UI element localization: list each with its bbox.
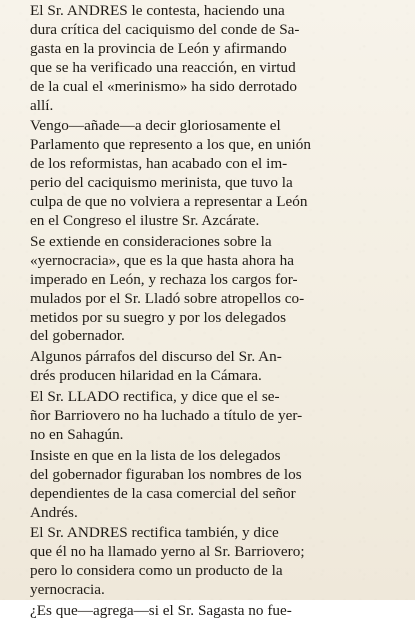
paragraph-7-line-3: pero lo considera como un producto de la: [30, 562, 283, 580]
paragraph-7-line-1: El Sr. ANDRES rectifica también, y dice: [30, 524, 279, 542]
paragraph-6-line-2: del gobernador figuraban los nombres de los: [30, 465, 302, 483]
paragraph-6: [14, 447, 402, 523]
paragraph-2-line-6: en el Congreso el ilustre Sr. Azcárate.: [30, 211, 260, 229]
paragraph-1-line-6: allí.: [30, 96, 54, 114]
paragraph-2-line-2: Parlamento que represento a los que, en unión: [30, 136, 311, 154]
paragraph-1-line-4: que se ha verificado una reacción, en virtud: [30, 58, 296, 76]
paragraph-6-line-4: Andrés.: [30, 503, 78, 521]
paragraph-2-line-4: perio del caciquismo merinista, que tuvo la: [30, 174, 293, 192]
paragraph-1-line-1: El Sr. ANDRES le contesta, haciendo una: [30, 2, 285, 19]
paragraph-7-line-2: que él no ha llamado yerno al Sr. Barriovero;: [30, 543, 305, 561]
paragraph-8: [14, 602, 402, 621]
paragraph-5-line-2: ñor Barriovero no ha luchado a título de yer-: [30, 407, 303, 425]
paragraph-3-line-5: metidos por su suegro y por los delegados: [30, 308, 287, 326]
paragraph-8-line-1: ¿Es que—agrega—si el Sr. Sagasta no fue-: [30, 602, 292, 620]
paragraph-1: [14, 2, 402, 115]
paragraph-3-line-3: imperado en León, y rechaza los cargos for-: [30, 270, 298, 288]
paragraph-4-line-2: drés producen hilaridad en la Cámara.: [30, 367, 262, 385]
paragraph-2-line-1: Vengo—añade—a decir gloriosamente el: [30, 117, 281, 135]
paragraph-1-line-2: dura crítica del caciquismo del conde de Sa-: [30, 20, 300, 38]
paragraph-1-line-3: gasta en la provincia de León y afirmando: [30, 39, 287, 57]
paragraph-6-line-3: dependientes de la casa comercial del señor: [30, 484, 296, 502]
paragraph-3-line-6: del gobernador.: [30, 327, 125, 345]
paragraph-7-line-4: yernocracia.: [30, 581, 105, 599]
paragraph-3: [14, 233, 402, 346]
paragraph-5-line-1: El Sr. LLADO rectifica, y dice que el se-: [30, 388, 280, 406]
paragraph-4-line-1: Algunos párrafos del discurso del Sr. An-: [30, 348, 282, 366]
paragraph-2-line-5: culpa de que no volviera a representar a León: [30, 193, 308, 211]
paragraph-3-line-2: «yernocracia», que es la que hasta ahora ha: [30, 251, 294, 269]
paragraph-3-line-4: mulados por el Sr. Lladó sobre atropellos co-: [30, 289, 305, 307]
paragraph-5: [14, 388, 402, 445]
paragraph-2-line-3: de los reformistas, han acabado con el im-: [30, 155, 288, 173]
paragraph-6-line-1: Insiste en que en la lista de los delegados: [30, 446, 281, 464]
paragraph-2: [14, 117, 402, 230]
paragraph-7: [14, 524, 402, 600]
paragraph-5-line-3: no en Sahagún.: [30, 425, 124, 443]
paragraph-1-line-5: de la cual el «merinismo» ha sido derrotado: [30, 77, 297, 95]
article-column: [14, 2, 402, 623]
paragraph-4: [14, 348, 402, 386]
paragraph-3-line-1: Se extiende en consideraciones sobre la: [30, 232, 272, 250]
